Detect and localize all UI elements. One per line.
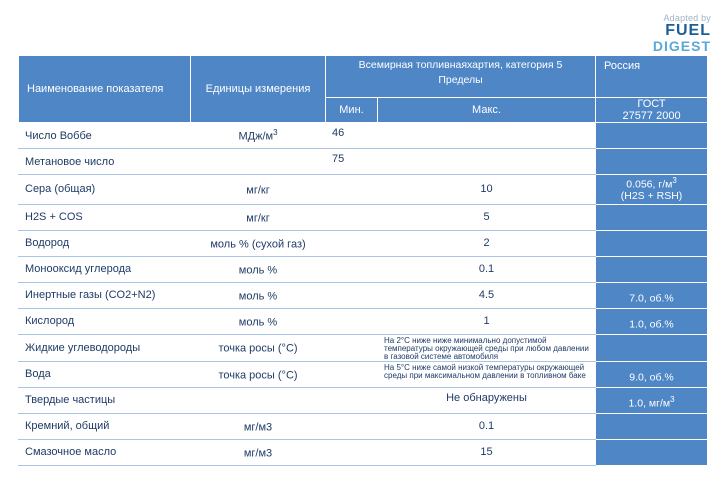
- cell-russia: [596, 334, 708, 361]
- cell-unit: [191, 413, 326, 439]
- cell-unit: [191, 175, 326, 205]
- cell-unit-text: мг/кг: [246, 212, 270, 225]
- cell-unit-text: точка росы (°C): [218, 369, 298, 382]
- table-row: [19, 361, 708, 387]
- cell-name: Кислород: [19, 308, 191, 334]
- cell-russia-superscript: 3: [672, 176, 677, 185]
- cell-min: [326, 361, 378, 387]
- cell-russia: [596, 256, 708, 282]
- cell-unit: [191, 439, 326, 465]
- cell-max: 15: [378, 439, 596, 465]
- cell-max: На 2°C ниже ниже минимально допустимой температуры окружающей среды при любом давлении в газовой системе автомобиля: [378, 334, 596, 361]
- cell-max: 2: [378, 230, 596, 256]
- cell-unit-text: моль %: [238, 316, 278, 329]
- table-row: [19, 334, 708, 361]
- cell-name: Сера (общая): [19, 175, 191, 205]
- cell-name: Вода: [19, 361, 191, 387]
- cell-unit-text: моль %: [238, 264, 278, 277]
- cell-unit-text: точка росы (°C): [218, 342, 298, 355]
- cell-russia-line: [602, 368, 701, 384]
- cell-russia: [596, 308, 708, 334]
- cell-max: [378, 149, 596, 175]
- cell-name: Число Воббе: [19, 123, 191, 149]
- fuel-digest-logo: [641, 14, 711, 53]
- cell-name: Метановое число: [19, 149, 191, 175]
- cell-min: [326, 204, 378, 230]
- header-charter: [326, 56, 596, 98]
- logo-fuel-text: [641, 23, 711, 39]
- cell-unit: [191, 123, 326, 149]
- cell-unit-text: моль % (сухой газ): [210, 238, 306, 251]
- table-body: [19, 123, 708, 466]
- cell-russia: [596, 439, 708, 465]
- cell-min: [326, 413, 378, 439]
- cell-russia-superscript: 3: [670, 395, 675, 404]
- cell-min: [326, 387, 378, 413]
- cell-unit: [191, 256, 326, 282]
- header-gost-label: ГОСТ: [637, 98, 666, 110]
- header-max: Макс.: [378, 98, 596, 123]
- logo-fuel-word: FUEL: [665, 22, 711, 39]
- cell-max: 1: [378, 308, 596, 334]
- header-min: Мин.: [326, 98, 378, 123]
- cell-min: [326, 334, 378, 361]
- cell-russia-line: [602, 289, 701, 305]
- fuel-spec-table: [18, 55, 708, 466]
- cell-unit: [191, 149, 326, 175]
- table-row: [19, 230, 708, 256]
- cell-max: 5: [378, 204, 596, 230]
- logo-adapted-text: Adapted by: [663, 13, 711, 23]
- cell-min: [326, 439, 378, 465]
- cell-unit: [191, 282, 326, 308]
- cell-russia-line: [602, 315, 701, 331]
- cell-max: [378, 123, 596, 149]
- cell-max: 10: [378, 175, 596, 205]
- cell-unit-text: мг/кг: [246, 184, 270, 197]
- cell-max: 0.1: [378, 256, 596, 282]
- cell-unit-text: мг/м3: [243, 421, 273, 434]
- table-row: [19, 387, 708, 413]
- cell-name: Инертные газы (CO2+N2): [19, 282, 191, 308]
- cell-name: Смазочное масло: [19, 439, 191, 465]
- cell-unit-superscript: 3: [273, 128, 278, 138]
- cell-max: На 5°C ниже самой низкой температуры окружающей среды при максимальном давлении в топливном баке: [378, 361, 596, 387]
- cell-unit: [191, 361, 326, 387]
- cell-name: H2S + COS: [19, 204, 191, 230]
- cell-min: [326, 256, 378, 282]
- header-gost: [596, 98, 708, 123]
- cell-max: 4.5: [378, 282, 596, 308]
- cell-name: Кремний, общий: [19, 413, 191, 439]
- cell-unit: [191, 230, 326, 256]
- logo-digest-text: DIGEST: [652, 38, 711, 54]
- cell-unit: [191, 204, 326, 230]
- cell-russia-text: 0.056, г/м: [626, 178, 673, 191]
- cell-min: 46: [326, 123, 378, 149]
- cell-russia: [596, 230, 708, 256]
- cell-russia: [596, 413, 708, 439]
- cell-max: 0.1: [378, 413, 596, 439]
- cell-russia-text: 1.0, мг/м: [628, 397, 671, 410]
- cell-russia: [596, 361, 708, 387]
- table-row: [19, 149, 708, 175]
- cell-russia-note: (H2S + RSH): [620, 189, 683, 202]
- cell-min: [326, 282, 378, 308]
- table-row: [19, 123, 708, 149]
- header-gost-number: 27577 2000: [622, 110, 681, 122]
- cell-russia-line: [602, 394, 701, 410]
- cell-min: [326, 230, 378, 256]
- header-unit: Единицы измерения: [191, 56, 326, 123]
- cell-unit: [191, 308, 326, 334]
- header-charter-title: Всемирная топливнаяхартия, категория 5: [358, 59, 563, 71]
- table-row: [19, 256, 708, 282]
- cell-russia-text: 9.0, об.%: [629, 371, 674, 384]
- table-row: [19, 204, 708, 230]
- cell-min: [326, 308, 378, 334]
- header-limits: Пределы: [438, 74, 483, 86]
- cell-name: Жидкие углеводороды: [19, 334, 191, 361]
- cell-unit-text: моль %: [238, 290, 278, 303]
- cell-russia-text: 1.0, об.%: [629, 318, 674, 331]
- cell-russia: [596, 387, 708, 413]
- cell-russia-text: 7.0, об.%: [629, 292, 674, 305]
- cell-russia: [596, 149, 708, 175]
- cell-min: 75: [326, 149, 378, 175]
- cell-russia-line: [602, 175, 701, 191]
- cell-russia: [596, 282, 708, 308]
- cell-name: Монооксид углерода: [19, 256, 191, 282]
- cell-name: Водород: [19, 230, 191, 256]
- table-row: [19, 282, 708, 308]
- cell-name: Твердые частицы: [19, 387, 191, 413]
- cell-max: Не обнаружены: [378, 387, 596, 413]
- table-row: [19, 175, 708, 205]
- header-name: Наименование показателя: [19, 56, 191, 123]
- cell-unit: [191, 334, 326, 361]
- cell-unit: [191, 387, 326, 413]
- table-row: [19, 413, 708, 439]
- cell-russia: [596, 123, 708, 149]
- cell-russia: [596, 204, 708, 230]
- cell-unit-text: МДж/м: [238, 130, 274, 143]
- cell-russia: [596, 175, 708, 205]
- table-row: [19, 439, 708, 465]
- cell-unit-text: мг/м3: [243, 447, 273, 460]
- header-russia: Россия: [596, 56, 708, 98]
- table-row: [19, 308, 708, 334]
- cell-min: [326, 175, 378, 205]
